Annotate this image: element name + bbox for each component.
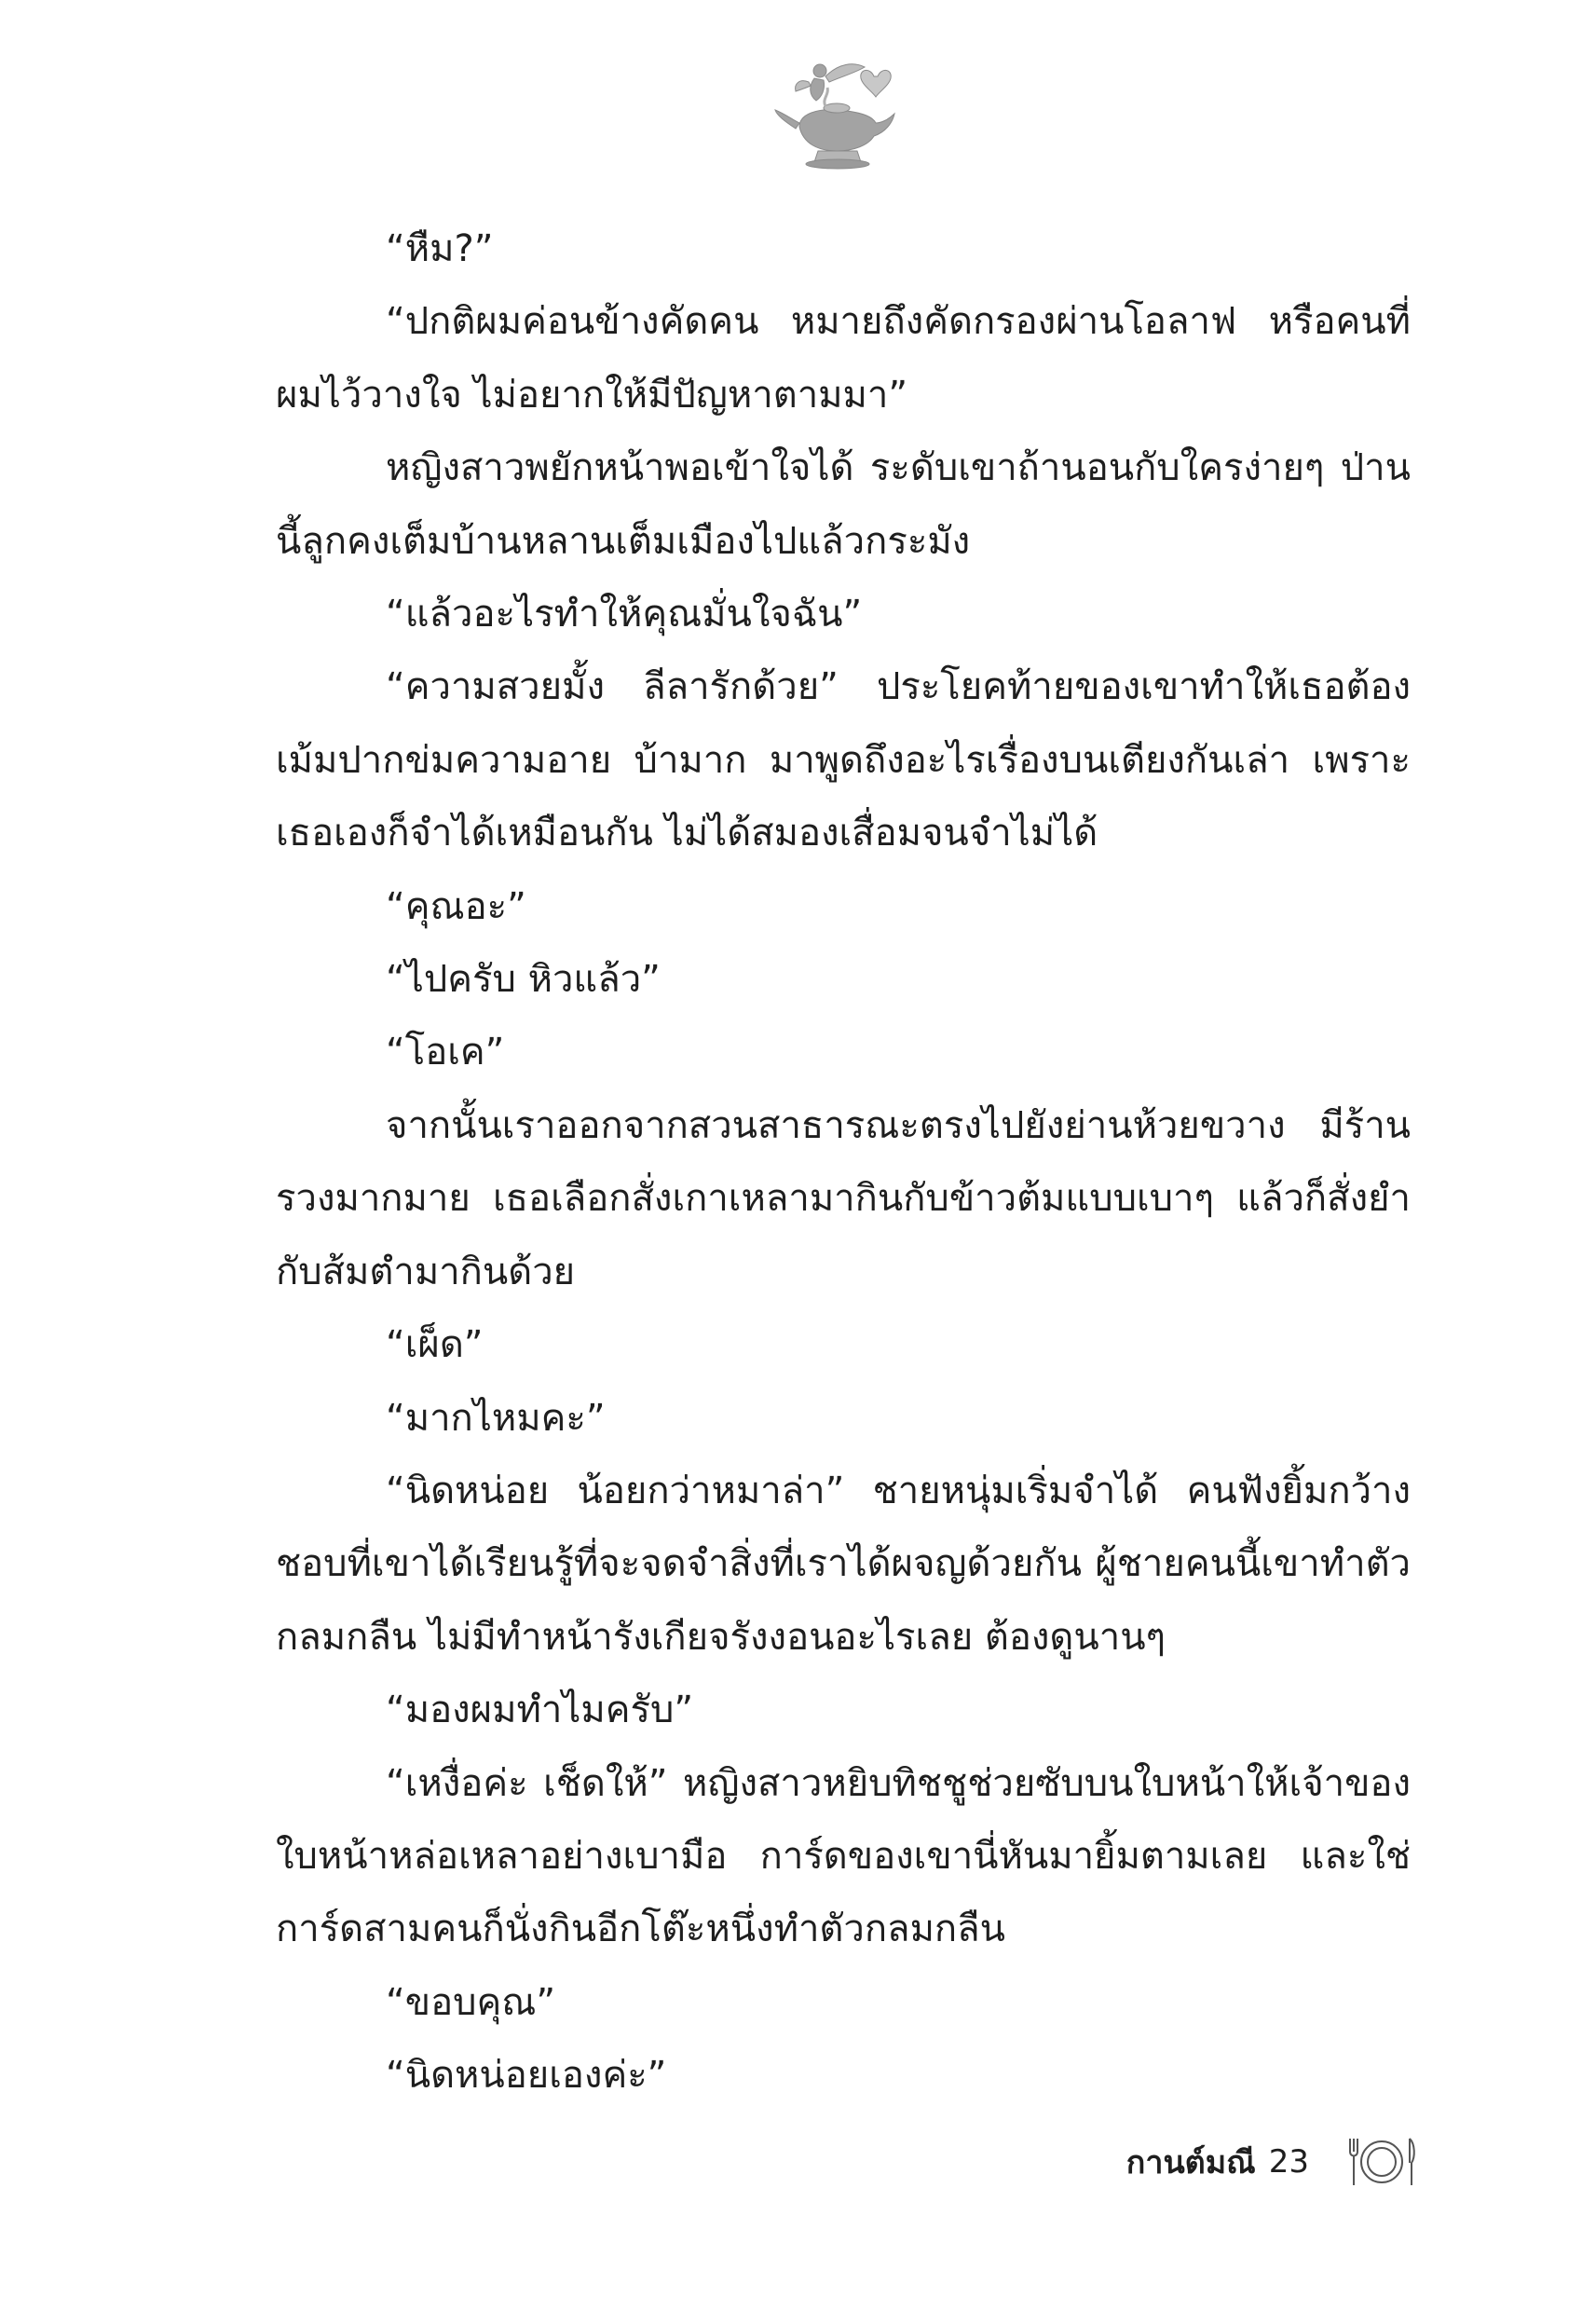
plate-cutlery-icon (1344, 2135, 1419, 2189)
dialogue-line: “นิดหน่อยเองค่ะ” (386, 2054, 667, 2098)
dialogue-line: “หืม?” (386, 227, 494, 270)
page-number: 23 (1268, 2143, 1309, 2181)
body-text (276, 212, 1411, 2113)
dialogue-line: “โอเค” (386, 1031, 505, 1074)
dialogue-line: “เผ็ด” (386, 1323, 484, 1367)
dialogue-paragraph: “เหงื่อค่ะ เช็ดให้” หญิงสาวหยิบทิชชูช่วยซับบนใบหน้าให้เจ้าของใบหน้าหล่อเหลาอย่างเบามือ การ์ดของเขานี่หันมายิ้มตามเลย และใช่การ์ดสามคนก็นั่งกินอีกโต๊ะหนึ่งทำตัวกลมกลืน (276, 1761, 1411, 1951)
dialogue-line: “คุณอะ” (386, 884, 526, 928)
dialogue-line: “ไปครับ หิวแล้ว” (386, 958, 661, 1002)
dialogue-paragraph: “นิดหน่อย น้อยกว่าหมาล่า” ชายหนุ่มเริ่มจำได้ คนฟังยิ้มกว้าง ชอบที่เขาได้เรียนรู้ที่จะจดจำสิ่งที่เราได้ผจญด้วยกัน ผู้ชายคนนี้เขาทำตัวกลมกลืน ไม่มีทำหน้ารังเกียจรังงอนอะไรเลย ต้องดูนานๆ (276, 1469, 1411, 1659)
dialogue-line: “แล้วอะไรทำให้คุณมั่นใจฉัน” (386, 593, 863, 636)
narrative-paragraph: หญิงสาวพยักหน้าพอเข้าใจได้ ระดับเขาถ้านอนกับใครง่ายๆ ป่านนี้ลูกคงเต็มบ้านหลานเต็มเมืองไปแล้วกระมัง (276, 446, 1411, 563)
narrative-paragraph: จากนั้นเราออกจากสวนสาธารณะตรงไปยังย่านห้วยขวาง มีร้านรวงมากมาย เธอเลือกสั่งเกาเหลามากินกับข้าวต้มแบบเบาๆ แล้วก็สั่งยำกับส้มตำมากินด้วย (276, 1103, 1411, 1293)
dialogue-line: “ขอบคุณ” (386, 1980, 556, 2024)
dialogue-line: “มากไหมคะ” (386, 1396, 606, 1440)
dialogue-paragraph: “ความสวยมั้ง ลีลารักด้วย” ประโยคท้ายของเขาทำให้เธอต้องเม้มปากข่มความอาย บ้ามาก มาพูดถึงอะไรเรื่องบนเตียงกันเล่า เพราะเธอเองก็จำได้เหมือนกัน ไม่ได้สมองเสื่อมจนจำไม่ได้ (276, 665, 1411, 855)
dialogue-line: “มองผมทำไมครับ” (386, 1689, 694, 1732)
page-footer (1126, 2134, 1419, 2190)
book-title: กานต์มณี (1125, 2144, 1256, 2181)
dialogue-paragraph: “ปกติผมค่อนข้างคัดคน หมายถึงคัดกรองผ่านโอลาฟ หรือคนที่ผมไว้วางใจ ไม่อยากให้มีปัญหาตามมา” (276, 300, 1411, 417)
genie-lamp-cupid-icon (771, 54, 902, 175)
